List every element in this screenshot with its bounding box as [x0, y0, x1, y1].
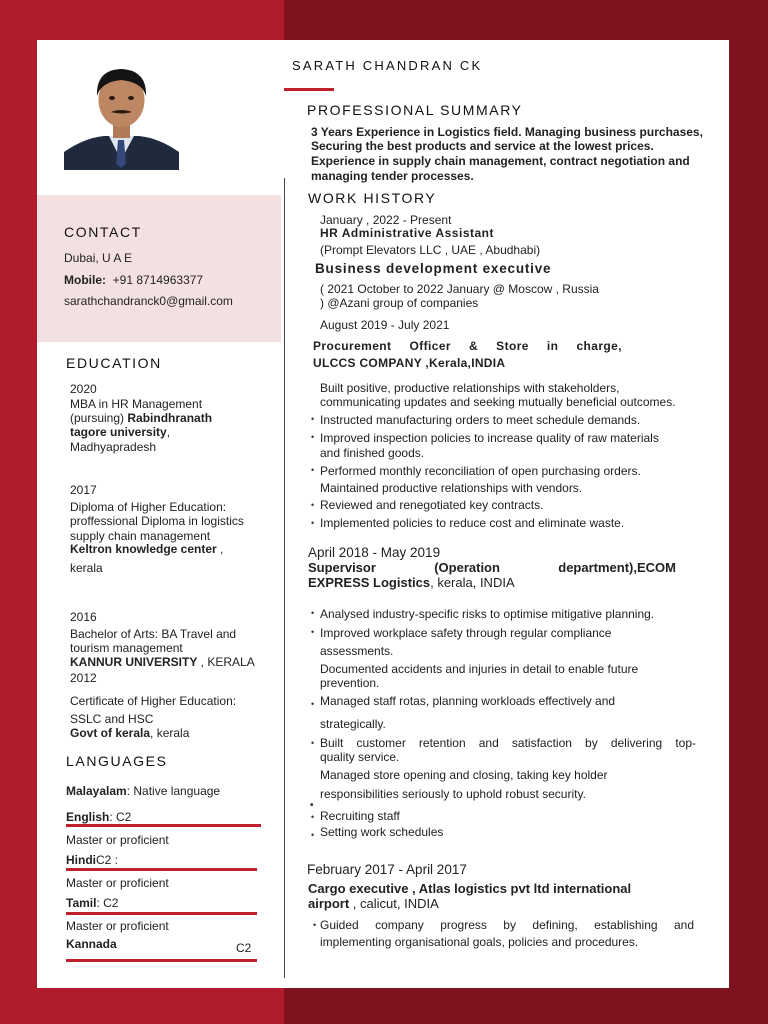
job-bullet-text: Built customer retention and satisfaction by delivering top- — [320, 736, 696, 750]
bullet-dot: • — [311, 830, 315, 840]
summary-line: managing tender processes. — [311, 169, 474, 183]
job-company: (Prompt Elevators LLC , UAE , Abudhabi) — [320, 243, 541, 257]
job-bullet-text: Documented accidents and injuries in detail to enable future — [320, 662, 639, 676]
bullet-dot: • — [311, 414, 315, 424]
job-dates: August 2019 - July 2021 — [320, 318, 450, 332]
candidate-name: SARATH CHANDRAN CK — [292, 58, 483, 73]
contact-heading: CONTACT — [64, 224, 142, 240]
edu-year: 2020 — [70, 382, 97, 396]
job-bullet-text: and finished goods. — [320, 446, 425, 460]
job-bullet-text: Improved inspection policies to increase quality of raw materials — [320, 431, 659, 445]
job-dates: January , 2022 - Present — [320, 213, 452, 227]
summary-line: Experience in supply chain management, contract negotiation and — [311, 154, 690, 168]
job-bullet-text: Maintained productive relationships with vendors. — [320, 481, 583, 495]
contact-location: Dubai, U A E — [64, 251, 133, 265]
job-company: EXPRESS Logistics, kerala, INDIA — [308, 575, 515, 590]
language-note: Master or proficient — [66, 876, 169, 890]
profile-photo — [64, 60, 179, 170]
summary-line: 3 Years Experience in Logistics field. Managing business purchases, — [311, 125, 703, 139]
language-note: Master or proficient — [66, 833, 169, 847]
job-bullet-text: Built positive, productive relationships with stakeholders, — [320, 381, 620, 395]
job-bullet-text: Implemented policies to reduce cost and eliminate waste. — [320, 516, 625, 530]
contact-panel — [37, 195, 281, 342]
education-heading: EDUCATION — [66, 355, 162, 371]
job-title: Supervisor (Operation department),ECOM — [308, 560, 676, 575]
contact-email: sarathchandranck0@gmail.com — [64, 294, 233, 308]
bullet-dot: • — [311, 518, 315, 528]
job-company: ULCCS COMPANY ,Kerala,INDIA — [313, 356, 506, 370]
edu-line: proffessional Diploma in logistics — [70, 514, 244, 528]
language-malayalam: Malayalam: Native language — [66, 784, 221, 798]
job-bullet-text: Performed monthly reconciliation of open purchasing orders. — [320, 464, 641, 478]
job-bullet-text: Instructed manufacturing orders to meet schedule demands. — [320, 413, 641, 427]
work-heading: WORK HISTORY — [308, 190, 437, 206]
edu-degree: MBA in HR Management — [70, 397, 203, 411]
edu-year: 2016 — [70, 610, 97, 624]
languages-heading: LANGUAGES — [66, 753, 168, 769]
job-title: Cargo executive , Atlas logistics pvt ltd international — [308, 881, 632, 896]
job-bullet-text: communicating updates and seeking mutually beneficial outcomes. — [320, 395, 676, 409]
job-bullet-text: Reviewed and renegotiated key contracts. — [320, 498, 544, 512]
edu-line: Keltron knowledge center , — [70, 542, 224, 556]
summary-heading: PROFESSIONAL SUMMARY — [307, 102, 523, 118]
job-bullet-text: quality service. — [320, 750, 400, 764]
job-dates: April 2018 - May 2019 — [308, 545, 441, 560]
bullet-dot: • — [313, 920, 317, 930]
bullet-dot: • — [311, 500, 315, 510]
mobile-label: Mobile: — [64, 273, 106, 287]
job-dates: February 2017 - April 2017 — [307, 862, 467, 877]
job-bullet-text: strategically. — [320, 717, 386, 731]
job-title: Procurement Officer & Store in charge, — [313, 339, 622, 353]
job-bullet-text: Managed store opening and closing, taking key holder — [320, 768, 608, 782]
bullet-dot: • — [311, 608, 315, 618]
summary-line: Securing the best products and service at the lowest prices. — [311, 139, 654, 153]
job-title: Business development executive — [315, 261, 552, 276]
job-company: airport , calicut, INDIA — [308, 896, 439, 911]
job-bullet-text: Guided company progress by defining, establishing and — [320, 918, 694, 932]
job-bullet-text: Improved workplace safety through regular compliance — [320, 626, 612, 640]
language-tamil: Tamil: C2 — [66, 896, 119, 910]
job-bullet-text: assessments. — [320, 644, 394, 658]
language-kannada-level: C2 — [236, 941, 252, 955]
job-detail: ) @Azani group of companies — [320, 296, 479, 310]
edu-line: tagore university, — [70, 425, 171, 439]
edu-degree: Bachelor of Arts: BA Travel and — [70, 627, 237, 641]
edu-year: 2012 — [70, 671, 97, 685]
edu-line: SSLC and HSC — [70, 712, 154, 726]
job-bullet-text: implementing organisational goals, policies and procedures. — [320, 935, 639, 949]
language-bar — [66, 959, 257, 962]
bullet-dot: • — [311, 432, 315, 442]
job-title: HR Administrative Assistant — [320, 226, 494, 240]
language-english: English: C2 — [66, 810, 132, 824]
language-bar — [66, 912, 257, 915]
language-hindi: HindiC2 : — [66, 853, 119, 867]
bullet-dot: • — [310, 800, 314, 811]
name-accent-line — [284, 88, 334, 91]
bullet-dot: • — [311, 465, 315, 475]
job-bullet-text: responsibilities seriously to uphold robust security. — [320, 787, 586, 801]
edu-line: tourism management — [70, 641, 183, 655]
bullet-dot: • — [311, 699, 315, 709]
job-bullet-text: Recruiting staff — [320, 809, 400, 823]
edu-line: kerala — [70, 561, 103, 575]
mobile-number: +91 8714963377 — [112, 273, 204, 287]
edu-line: (pursuing) Rabindhranath — [70, 411, 213, 425]
bullet-dot: • — [311, 812, 315, 822]
edu-degree: Diploma of Higher Education: — [70, 500, 227, 514]
language-note: Master or proficient — [66, 919, 169, 933]
edu-line: KANNUR UNIVERSITY , KERALA — [70, 655, 255, 669]
column-divider — [284, 178, 285, 978]
edu-line: Govt of kerala, kerala — [70, 726, 190, 740]
job-bullet-text: Managed staff rotas, planning workloads effectively and — [320, 694, 616, 708]
bullet-dot: • — [311, 738, 315, 748]
language-kannada: Kannada — [66, 937, 117, 951]
job-bullet-text: Analysed industry-specific risks to optimise mitigative planning. — [320, 607, 655, 621]
job-bullet-text: prevention. — [320, 676, 380, 690]
edu-line: Madhyapradesh — [70, 440, 157, 454]
job-detail: ( 2021 October to 2022 January @ Moscow , Russia — [320, 282, 599, 296]
bullet-dot: • — [311, 627, 315, 637]
contact-mobile — [64, 273, 203, 287]
language-bar — [66, 824, 261, 827]
language-bar — [66, 868, 257, 871]
edu-year: 2017 — [70, 483, 97, 497]
job-bullet-text: Setting work schedules — [320, 825, 444, 839]
edu-degree: Certificate of Higher Education: — [70, 694, 237, 708]
edu-line: supply chain management — [70, 529, 211, 543]
